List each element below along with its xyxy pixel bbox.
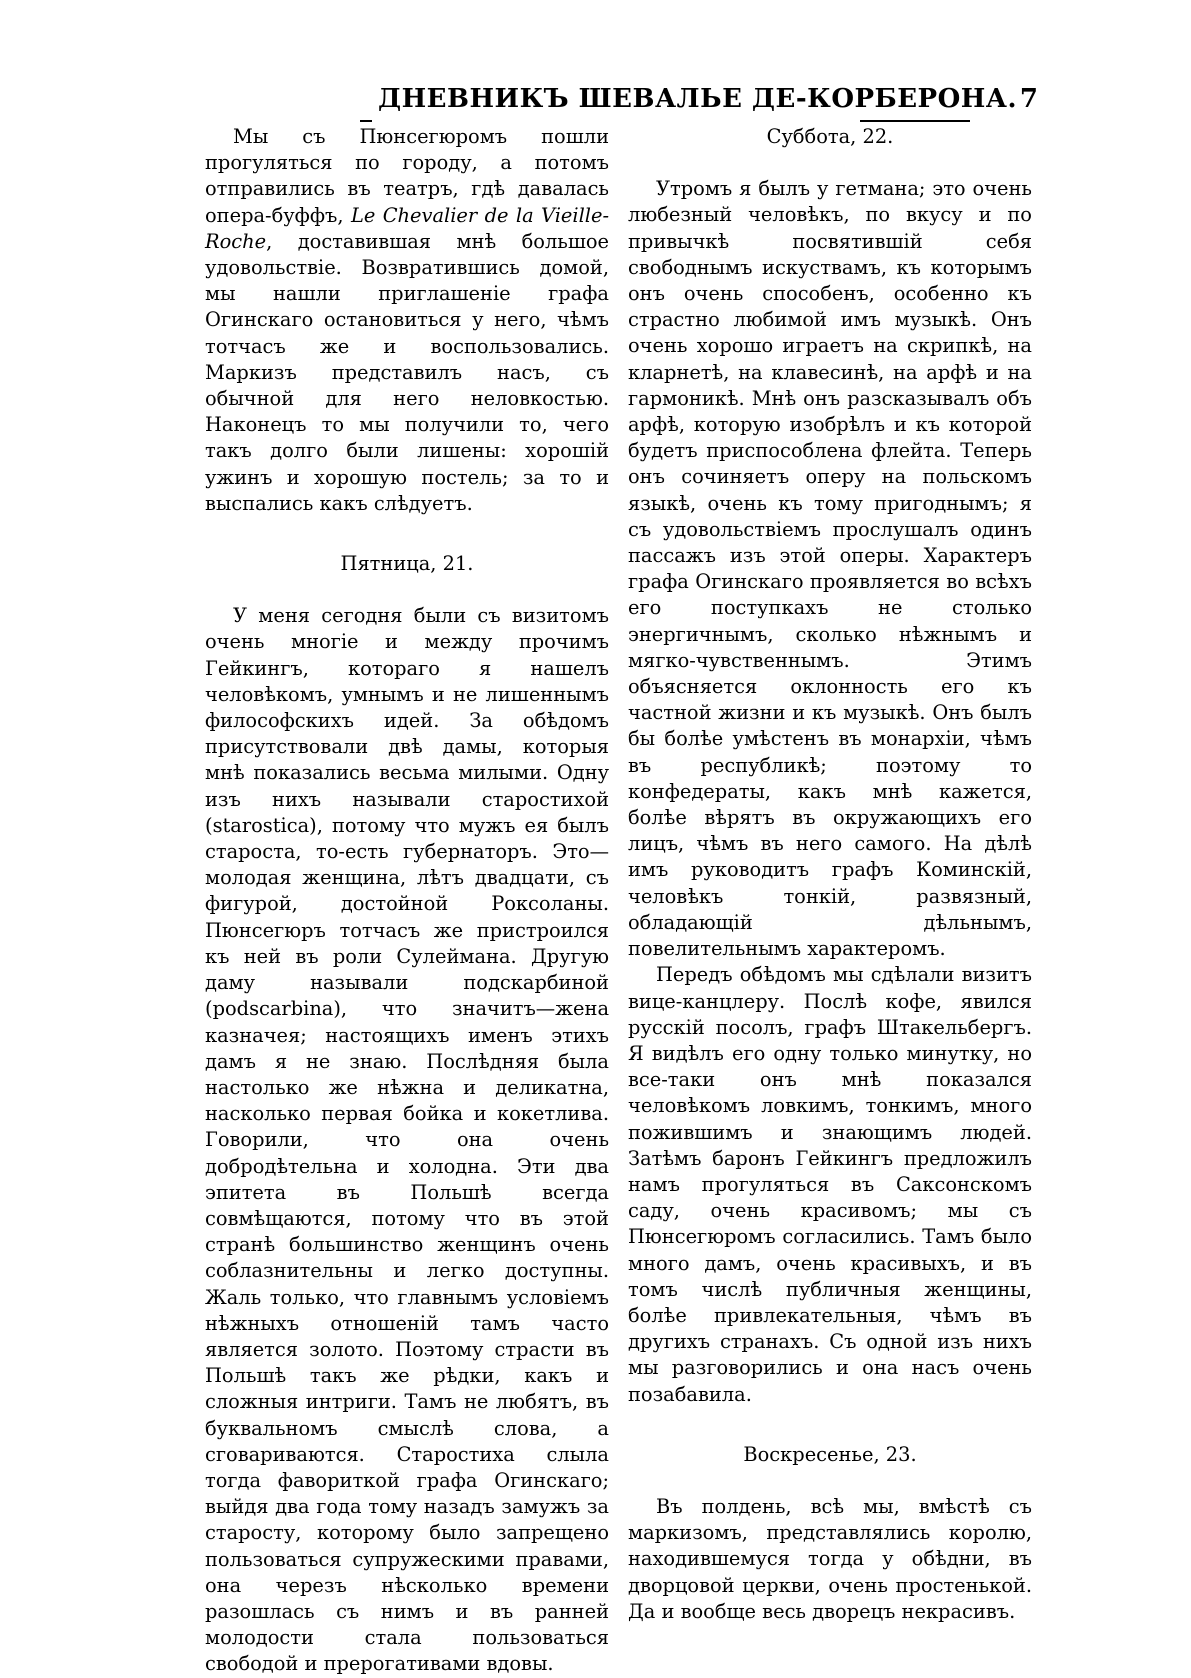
header-rule-left [360, 120, 372, 122]
spacer [628, 1468, 1032, 1494]
spacer [205, 577, 609, 603]
spacer [205, 517, 609, 551]
date-heading: Пятница, 21. [340, 552, 474, 576]
paragraph: У меня сегодня были съ визитомъ очень многіе и между прочимъ Гейкингъ, котораго я нашелъ человѣкомъ, умнымъ и не лишеннымъ философскихъ идей. За обѣдомъ присутствовали двѣ дамы, которыя мнѣ показались весьма милыми. Одну изъ нихъ называли старостихой (starostica), потому что мужъ ея былъ староста, то-есть губернаторъ. Это—молодая женщина, лѣтъ двадцати, съ фигурой, достойной Роксоланы. Пюнсегюръ тотчасъ же пристроился къ ней въ роли Сулеймана. Другую даму называли подскарбиной (podscarbina), что значитъ—жена казначея; настоящихъ именъ этихъ дамъ я не знаю. Послѣдняя была настолько же нѣжна и деликатна, насколько первая бойка и кокетлива. Говорили, что она очень добродѣтельна и холодна. Эти два эпитета въ Польшѣ всегда совмѣщаются, потому что въ этой странѣ большинство женщинъ очень соблазнительны и легко доступны. Жаль только, что главнымъ условіемъ нѣжныхъ отношеній тамъ часто является золото. Поэтому страсти въ Польшѣ такъ же рѣдки, какъ и сложныя интриги. Тамъ не любятъ, въ буквальномъ смыслѣ слова, а сговариваются. Старостиха слыла тогда фавориткой графа Огинскаго; выйдя два года тому назадъ замужъ за старосту, которому было запрещено пользоваться супружескими правами, она черезъ нѣсколько времени разошлась съ нимъ и въ ранней молодости стала пользоваться свободой и прерогативами вдовы. [205, 604, 609, 1676]
paragraph [205, 124, 609, 517]
left-column [205, 124, 609, 1678]
paragraph: Утромъ я былъ у гетмана; это очень любезный человѣкъ, по вкусу и по привычкѣ посвятившій себя свободнымъ искуствамъ, къ которымъ онъ очень способенъ, особенно къ страстно любимой имъ музыкѣ. Онъ очень хорошо играетъ на скрипкѣ, на кларнетѣ, на клавесинѣ, на арфѣ и на гармоникѣ. Мнѣ онъ разсказывалъ объ арфѣ, которую изобрѣлъ и къ которой будетъ приспособлена флейта. Теперь онъ сочиняетъ оперу на польскомъ языкѣ, очень къ тому пригоднымъ; я съ удовольствіемъ прослушалъ одинъ пассажъ изъ этой оперы. Характеръ графа Огинскаго проявляется во всѣхъ его поступкахъ не столько энергичнымъ, сколько нѣжнымъ и мягко-чувственнымъ. Этимъ объясняется оклонность его къ частной жизни и къ музыкѣ. Онъ былъ бы болѣе умѣстенъ въ монархіи, чѣмъ въ республикѣ; поэтому то конфедераты, какъ мнѣ кажется, болѣе вѣрятъ въ окружающихъ его лицъ, чѣмъ въ него самого. На дѣлѣ имъ руководитъ графъ Коминскій, человѣкъ тонкій, развязный, обладающій дѣльнымъ, повелительнымъ характеромъ. [628, 177, 1032, 961]
paragraph-text: Мы съ Пюнсегюромъ пошли прогуляться по городу, а потомъ отправились въ театръ, гдѣ давалась опера-буффъ, [205, 125, 609, 227]
date-heading: Суббота, 22. [766, 125, 894, 148]
header-rule-right [860, 120, 970, 122]
paragraph: Въ полдень, всѣ мы, вмѣстѣ съ маркизомъ, представлялись королю, находившемуся тогда у обѣдни, въ дворцовой церкви, очень простенькой. Да и вообще весь дворецъ некрасивъ. [628, 1494, 1032, 1623]
spacer [628, 150, 1032, 176]
running-title: ДНЕВНИКЪ ШЕВАЛЬЕ ДЕ-КОРБЕРОНА. [378, 84, 1018, 114]
spacer [628, 1408, 1032, 1442]
italic-title: Le Chevalier de la Vieille-Roche [205, 203, 610, 253]
page-number: 7 [1019, 84, 1038, 114]
paragraph: Передъ обѣдомъ мы сдѣлали визитъ вице-канцлеру. Послѣ кофе, явился русскій посолъ, графъ Штакельбергъ. Я видѣлъ его одну только минутку, но все-таки онъ мнѣ показался человѣкомъ ловкимъ, тонкимъ, много пожившимъ и знающимъ людей. Затѣмъ баронъ Гейкингъ предложилъ намъ прогуляться въ Саксонскомъ саду, очень красивомъ; мы съ Пюнсегюромъ согласились. Тамъ было много дамъ, очень красивыхъ, и въ томъ числѣ публичныя женщины, болѣе привлекательныя, чѣмъ въ другихъ странахъ. Съ одной изъ нихъ мы разговорились и она насъ очень позабавила. [628, 963, 1032, 1406]
right-column [628, 124, 1032, 1625]
page-header [210, 84, 1042, 124]
paragraph-text: , доставившая мнѣ большое удовольствіе. Возвратившись домой, мы нашли приглашеніе графа Огинскаго остановиться у него, чѣмъ тотчасъ же и воспользовались. Маркизъ представилъ насъ, съ обычной для него неловкостью. Наконецъ то мы получили то, чего такъ долго были лишены: хорошій ужинъ и хорошую постель; за то и выспались какъ слѣдуетъ. [205, 229, 609, 515]
date-heading: Воскресенье, 23. [743, 1442, 917, 1466]
